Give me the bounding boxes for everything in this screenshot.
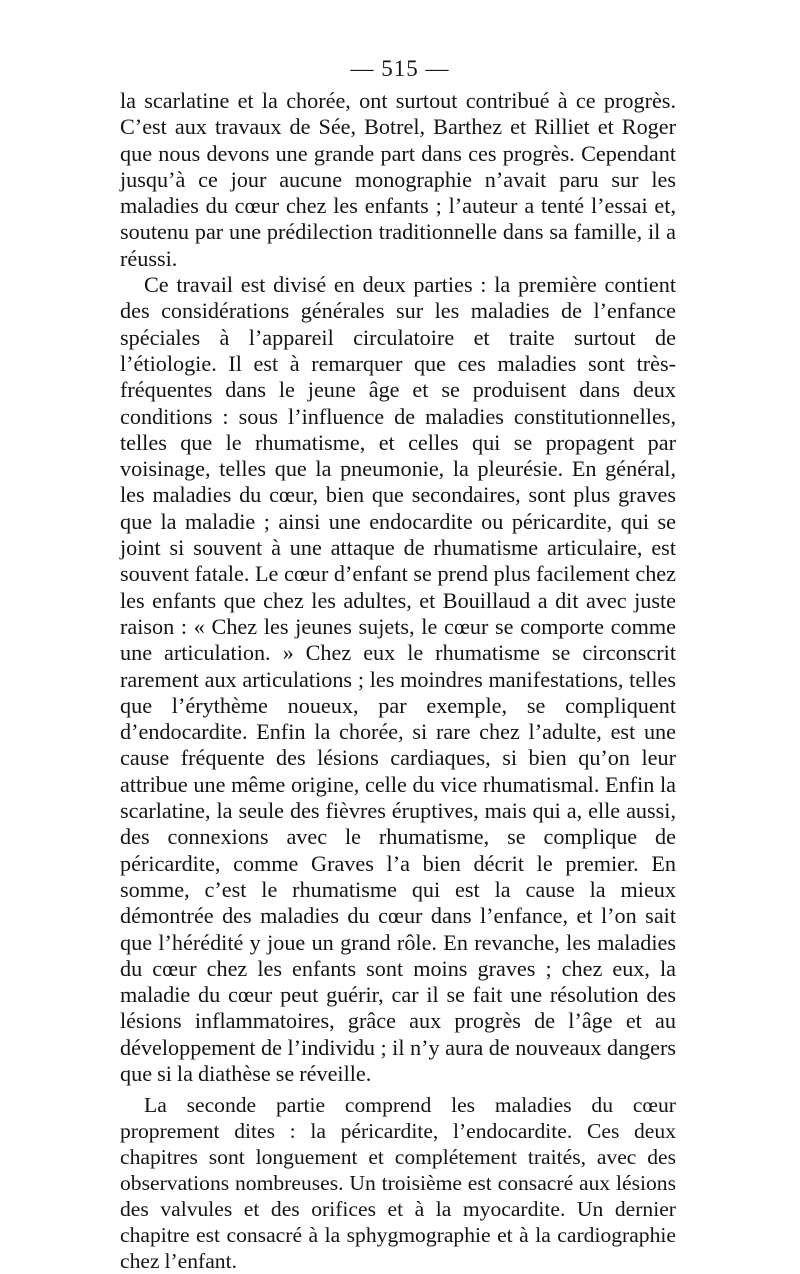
- body-text: [120, 88, 676, 1274]
- page-number: — 515 —: [350, 56, 450, 81]
- paragraph-continuation: la scarlatine et la chorée, ont surtout contribué à ce progrès. C’est aux travaux de Sée, Botrel, Barthez et Rilliet et Roger que nous devons une grande part dans ces progrès. Cependant jusqu’à ce jour aucune monographie n’avait paru sur les maladies du cœur chez les enfants ; l’auteur a tenté l’essai et, soutenu par une prédilection traditionnelle dans sa famille, il a réussi.: [120, 88, 676, 271]
- paragraph-structure-etiology: Ce travail est divisé en deux parties : la première contient des considérations générales sur les maladies de l’enfance spéciales à l’appareil circulatoire et traite surtout de l’étiologie. Il est à remarquer que ces maladies sont très-fréquentes dans le jeune âge et se produisent dans deux conditions : sous l’influence de maladies constitutionnelles, telles que le rhumatisme, et celles qui se propagent par voisinage, telles que la pneumonie, la pleurésie. En général, les maladies du cœur, bien que secondaires, sont plus graves que la maladie ; ainsi une endocardite ou péricardite, qui se joint si souvent à une attaque de rhumatisme articulaire, est souvent fatale. Le cœur d’enfant se prend plus facilement chez les enfants que chez les adultes, et Bouillaud a dit avec juste raison : « Chez les jeunes sujets, le cœur se comporte comme une articulation. » Chez eux le rhumatisme se circonscrit rarement aux articulations ; les moindres manifestations, telles que l’érythème noueux, par exemple, se compliquent d’endocardite. Enfin la chorée, si rare chez l’adulte, est une cause fréquente des lésions cardiaques, si bien qu’on leur attribue une même origine, celle du vice rhumatismal. Enfin la scarlatine, la seule des fièvres éruptives, mais qui a, elle aussi, des connexions avec le rhumatisme, se complique de péricardite, comme Graves l’a bien décrit le premier. En somme, c’est le rhumatisme qui est la cause la mieux démontrée des maladies du cœur dans l’enfance, et l’on sait que l’hérédité y joue un grand rôle. En revanche, les maladies du cœur chez les enfants sont moins graves ; chez eux, la maladie du cœur peut guérir, car il se fait une résolution des lésions inflammatoires, grâce aux progrès de l’âge et au développement de l’individu ; il n’y aura de nouveaux dangers que si la diathèse se réveille.: [120, 272, 676, 1086]
- paragraph-second-part: La seconde partie comprend les maladies du cœur proprement dites : la péricardite, l’endocardite. Ces deux chapitres sont longuement et complétement traités, avec des observations nombreuses. Un troisième est consacré aux lésions des valvules et des orifices et à la myocardite. Un dernier chapitre est consacré à la sphygmographie et à la cardiographie chez l’enfant.: [120, 1093, 676, 1274]
